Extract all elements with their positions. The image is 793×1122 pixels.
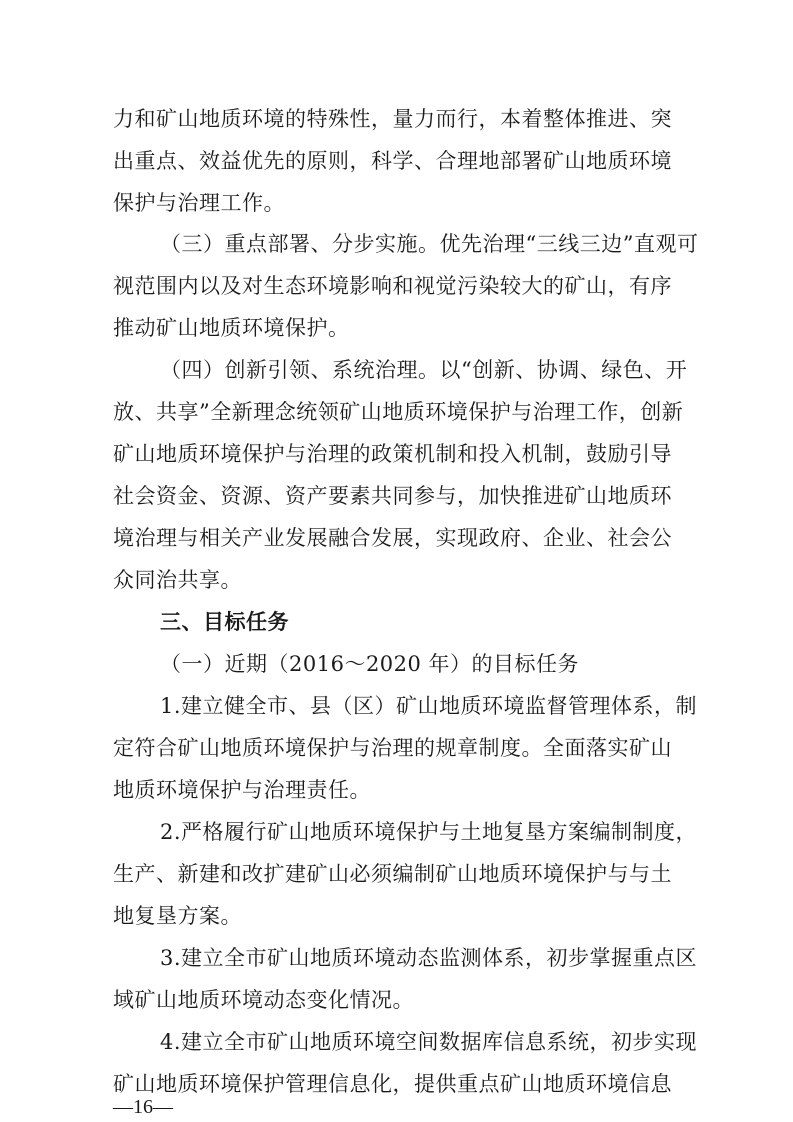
- body-line-3: 保护与治理工作。: [113, 191, 285, 215]
- paragraph-3-line-1: （三）重点部署、分步实施。优先治理“三线三边”直观可: [160, 232, 699, 256]
- item-4-line-2: 矿山地质环境保护管理信息化，提供重点矿山地质环境信息: [113, 1072, 672, 1096]
- paragraph-4-line-1: （四）创新引领、系统治理。以“创新、协调、绿色、开: [160, 358, 688, 382]
- page-number: —16—: [113, 1096, 173, 1118]
- item-3-line-1: 3.建立全市矿山地质环境动态监测体系，初步掌握重点区: [160, 946, 698, 970]
- item-3-line-2: 域矿山地质环境动态变化情况。: [113, 988, 414, 1012]
- item-1-line-3: 地质环境保护与治理责任。: [113, 778, 371, 802]
- paragraph-4-line-2: 放、共享”全新理念统领矿山地质环境保护与治理工作，创新: [113, 400, 684, 424]
- paragraph-4-line-4: 社会资金、资源、资产要素共同参与，加快推进矿山地质环: [113, 484, 672, 508]
- item-2-line-2: 生产、新建和改扩建矿山必须编制矿山地质环境保护与与土: [113, 862, 672, 886]
- item-2-line-3: 地复垦方案。: [113, 904, 242, 928]
- item-1-line-2: 定符合矿山地质环境保护与治理的规章制度。全面落实矿山: [113, 736, 672, 760]
- body-line-1: 力和矿山地质环境的特殊性，量力而行，本着整体推进、突: [113, 107, 672, 131]
- paragraph-4-line-6: 众同治共享。: [113, 568, 242, 592]
- section-heading: 三、目标任务: [160, 610, 289, 634]
- paragraph-4-line-5: 境治理与相关产业发展融合发展，实现政府、企业、社会公: [113, 526, 672, 550]
- paragraph-3-line-2: 视范围内以及对生态环境影响和视觉污染较大的矿山，有序: [113, 274, 672, 298]
- item-2-line-1: 2.严格履行矿山地质环境保护与土地复垦方案编制制度，: [160, 820, 698, 844]
- subsection-heading: （一）近期（2016～2020 年）的目标任务: [160, 652, 580, 676]
- paragraph-3-line-3: 推动矿山地质环境保护。: [113, 316, 350, 340]
- item-4-line-1: 4.建立全市矿山地质环境空间数据库信息系统，初步实现: [160, 1030, 698, 1054]
- item-1-line-1: 1.建立健全市、县（区）矿山地质环境监督管理体系，制: [160, 694, 698, 718]
- paragraph-4-line-3: 矿山地质环境保护与治理的政策机制和投入机制，鼓励引导: [113, 442, 672, 466]
- body-line-2: 出重点、效益优先的原则，科学、合理地部署矿山地质环境: [113, 149, 672, 173]
